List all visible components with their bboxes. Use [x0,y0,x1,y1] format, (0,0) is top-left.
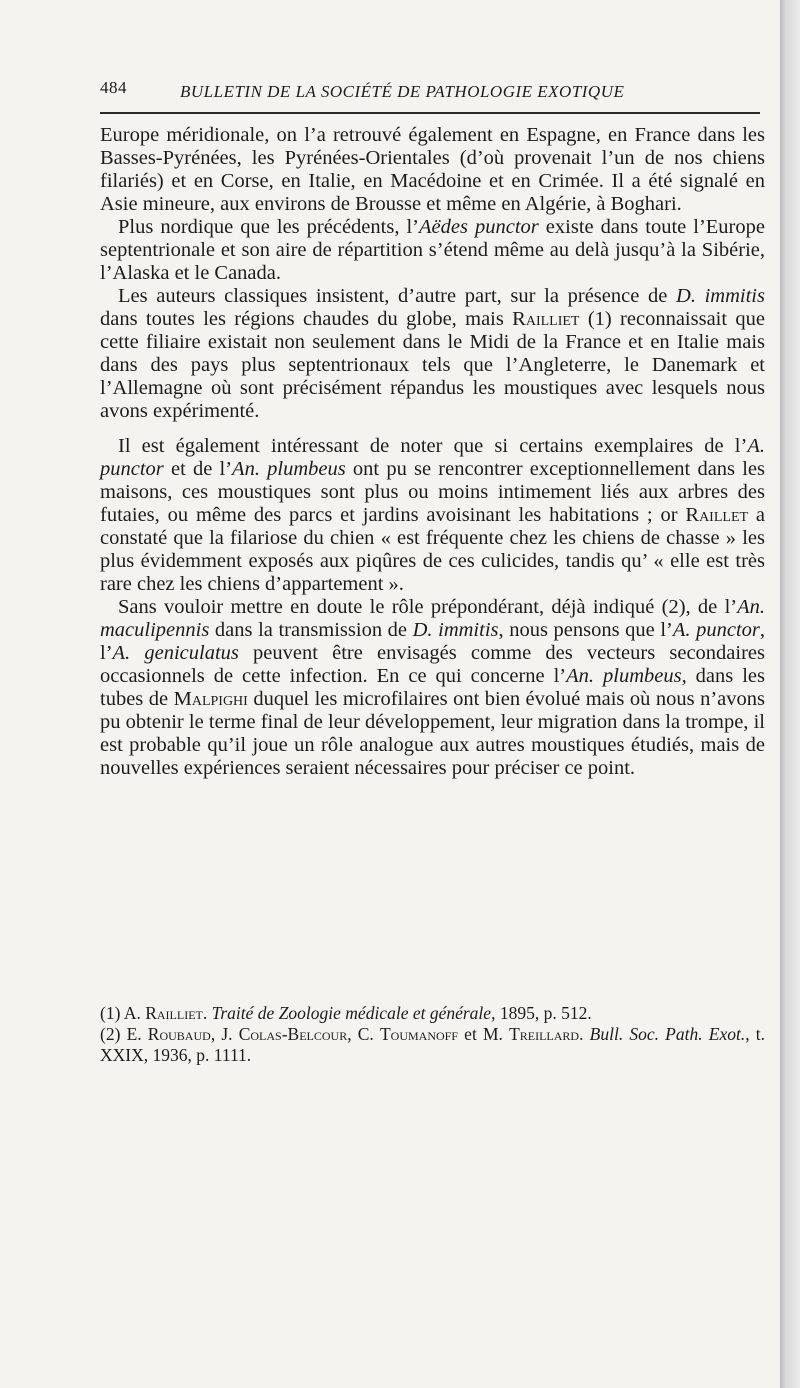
paragraph-4: Il est également intéressant de noter que si certains exemplaires de l’A. punctor et de l’An. plumbeus ont pu se rencontrer exceptionnellement dans les maisons, ces moustiques sont plus ou moins intimement liés aux arbres des futaies, ou même des parcs et jardins avoisinant les habitations ; or Raillet a constaté que la filariose du chien « est fréquente chez les chiens de chasse » les plus évidemment exposés aux piqûres de ces culicides, tandis qu’ « elle est très rare chez les chiens d’appartement ». [100,435,765,595]
article-body [100,124,765,780]
footnotes [100,1003,765,1066]
header-rule [100,112,760,114]
book-binding-edge [780,0,800,1388]
paragraph-1: Europe méridionale, on l’a retrouvé également en Espagne, en France dans les Basses-Pyrénées, les Pyrénées-Orientales (d’où provenait l’un de nos chiens filariés) et en Corse, en Italie, en Macédoine et en Crimée. Il a été signalé en Asie mineure, aux environs de Brousse et même en Algérie, à Boghari. [100,124,765,215]
footnote-2: (2) E. Roubaud, J. Colas-Belcour, C. Toumanoff et M. Treillard. Bull. Soc. Path. Exot., t. XXIX, 1936, p. 1111. [100,1024,765,1065]
paragraph-3: Les auteurs classiques insistent, d’autre part, sur la présence de D. immitis dans toutes les régions chaudes du globe, mais Railliet (1) reconnaissait que cette filiaire existait non seulement dans le Midi de la France et en Italie mais dans des pays plus septentrionaux tels que l’Angleterre, le Danemark et l’Allemagne où sont précisément répandus les moustiques avec lesquels nous avons expérimenté. [100,285,765,422]
footnote-1: (1) A. Railliet. Traité de Zoologie médicale et générale, 1895, p. 512. [100,1003,592,1023]
paragraph-5: Sans vouloir mettre en doute le rôle prépondérant, déjà indiqué (2), de l’An. maculipennis dans la transmission de D. immitis, nous pensons que l’A. punctor, l’A. geniculatus peuvent être envisagés comme des vecteurs secondaires occasionnels de cette infection. En ce qui concerne l’An. plumbeus, dans les tubes de Malpighi duquel les microfilaires ont bien évolué mais où nous n’avons pu obtenir le terme final de leur développement, leur migration dans la trompe, il est probable qu’il joue un rôle analogue aux autres moustiques étudiés, mais de nouvelles expériences seraient nécessaires pour préciser ce point. [100,596,766,779]
paragraph-2: Plus nordique que les précédents, l’Aëdes punctor existe dans toute l’Europe septentrionale et son aire de répartition s’étend même au delà jusqu’à la Sibérie, l’Alaska et le Canada. [100,216,765,284]
page-number: 484 [100,78,127,97]
running-title: BULLETIN DE LA SOCIÉTÉ DE PATHOLOGIE EXOTIQUE [180,82,625,101]
